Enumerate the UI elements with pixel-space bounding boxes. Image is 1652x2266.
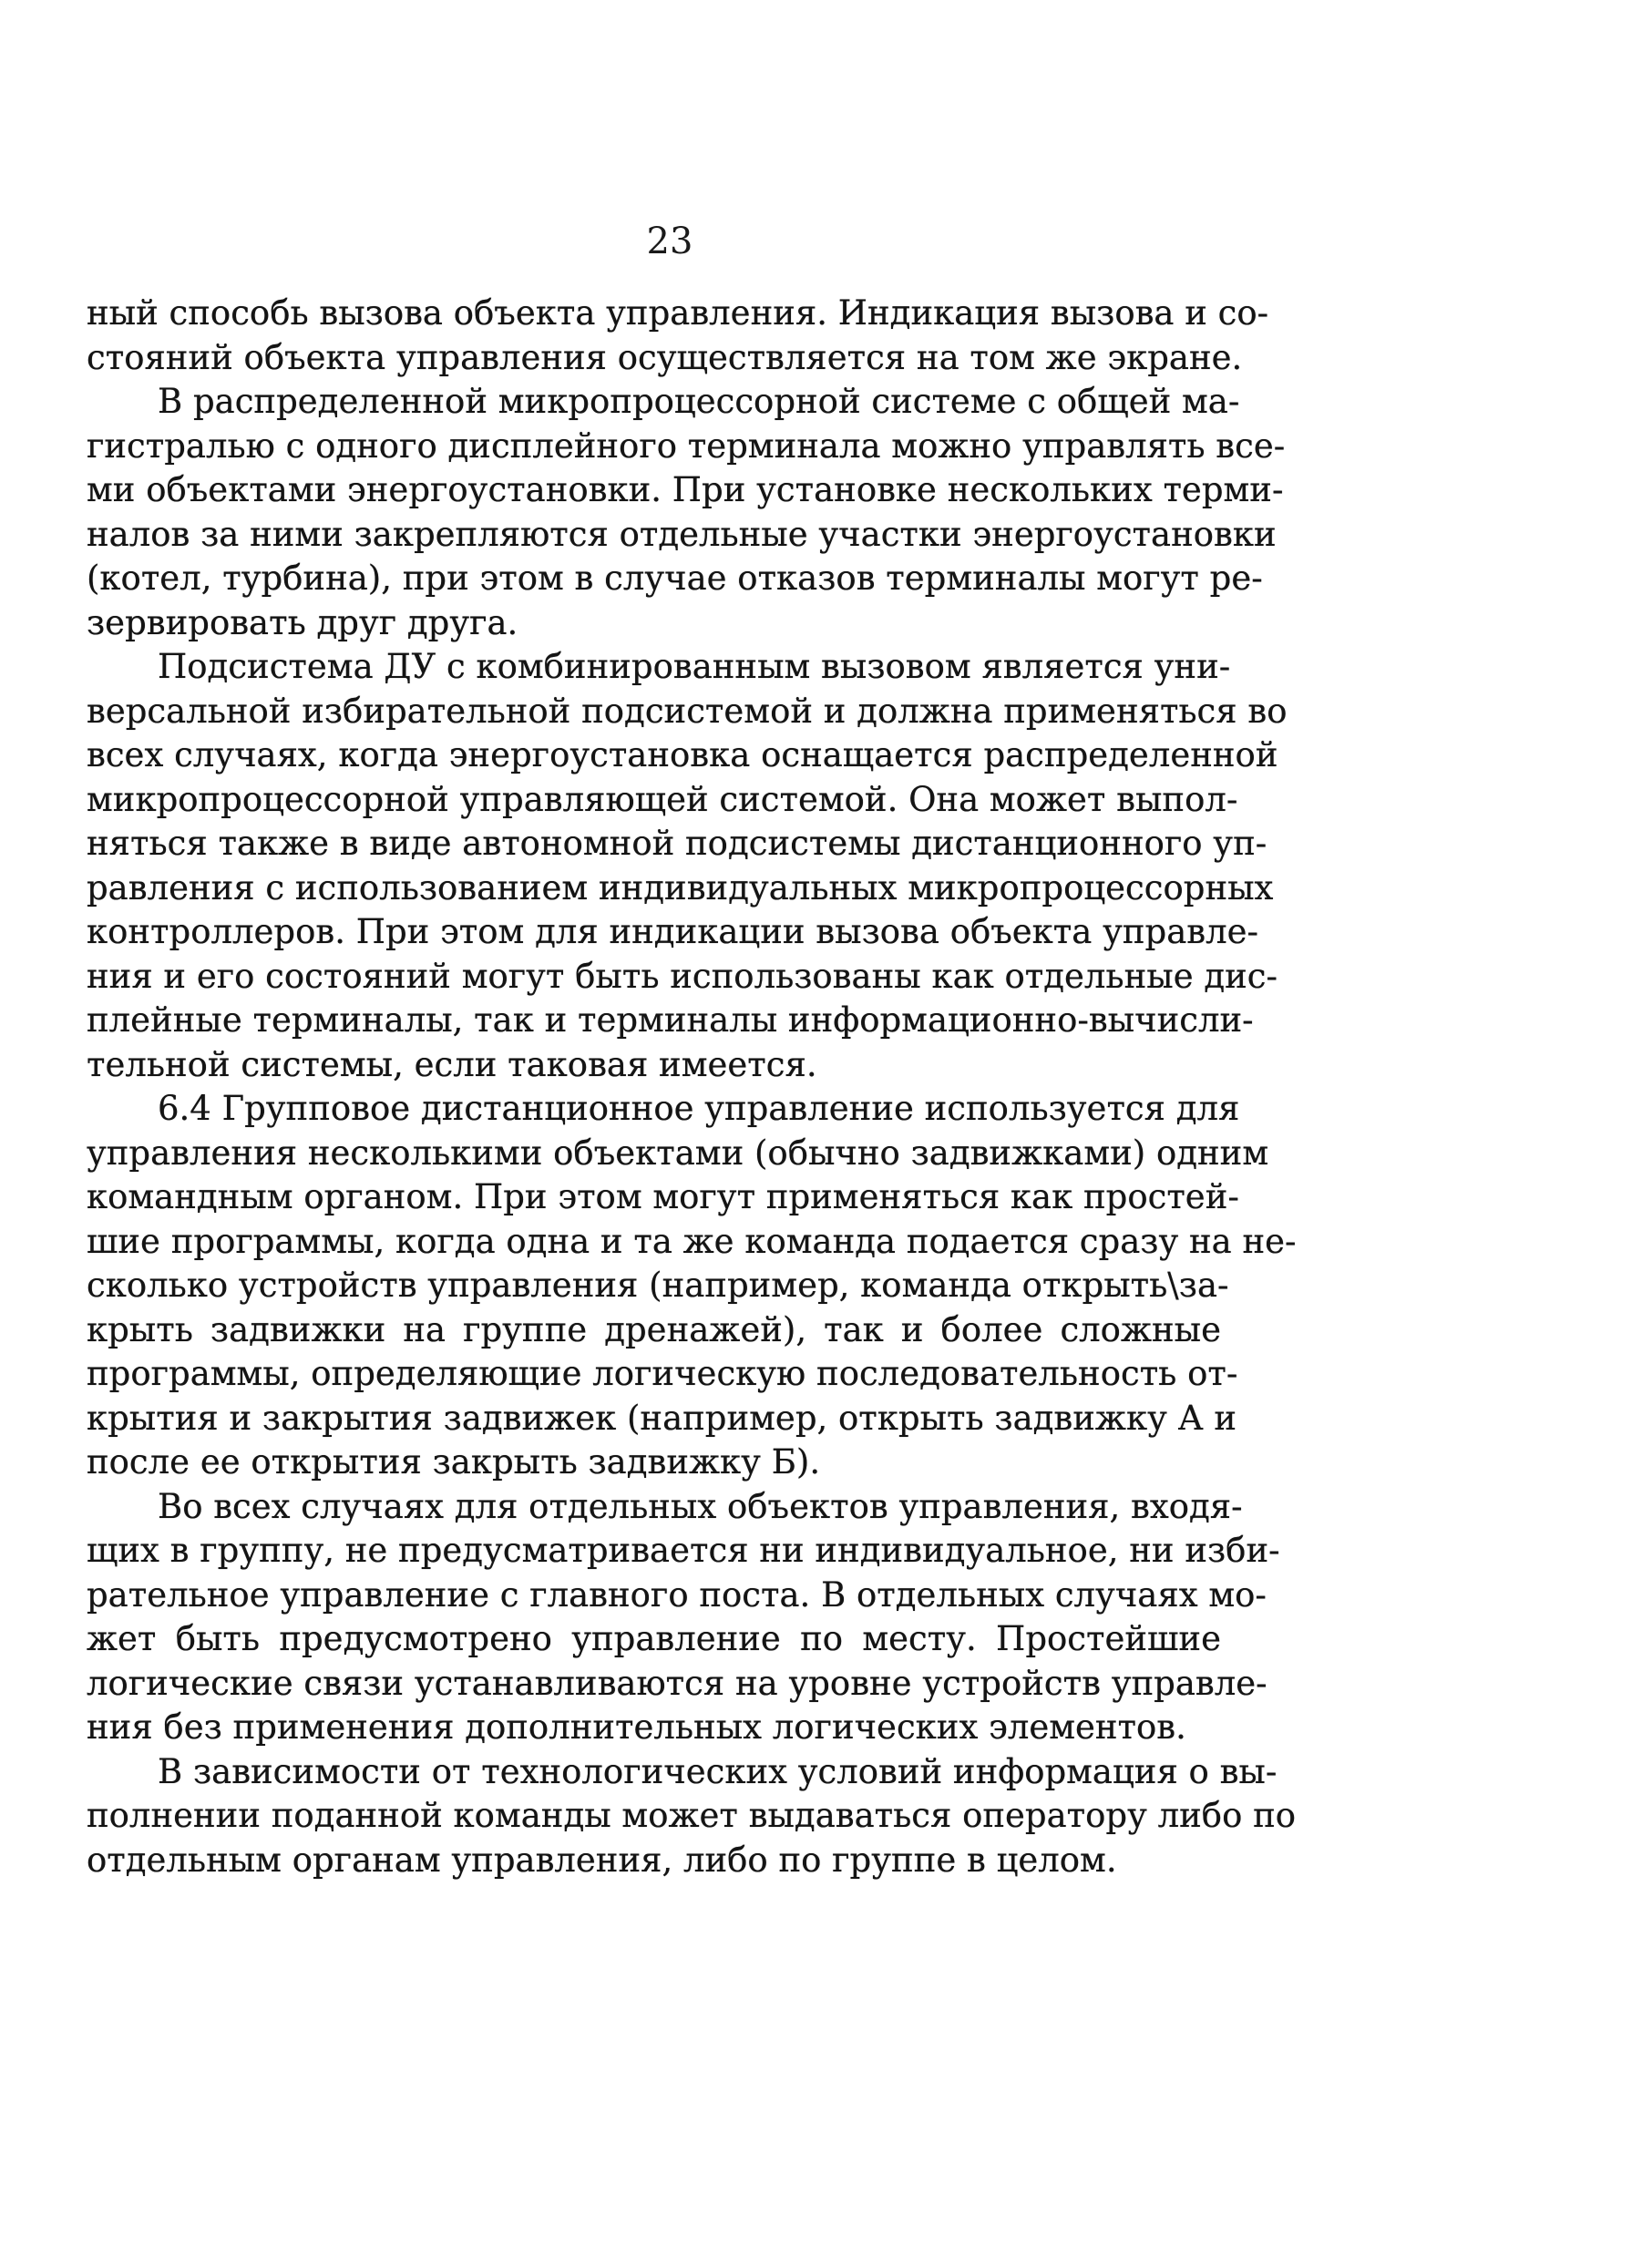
text-line: няться также в виде автономной подсистемы дистанционного уп- xyxy=(87,824,1267,863)
text-line: программы, определяющие логическую последовательность от- xyxy=(87,1354,1238,1393)
text-line: Подсистема ДУ с комбинированным вызовом является уни- xyxy=(158,647,1231,686)
paragraph xyxy=(87,1750,1297,1883)
text-line: отдельным органам управления, либо по группе в целом. xyxy=(87,1840,1117,1880)
text-line: шие программы, когда одна и та же команда подается сразу на не- xyxy=(87,1221,1297,1261)
text-line: равления с использованием индивидуальных микропроцессорных xyxy=(87,867,1274,907)
text-line: сколько устройств управления (например, команда открыть\за- xyxy=(87,1266,1229,1305)
text-line: В распределенной микропроцессорной системе с общей ма- xyxy=(158,382,1240,421)
page-number: 23 xyxy=(646,220,693,262)
text-line: крыть задвижки на группе дренажей), так и более сложные xyxy=(87,1309,1221,1349)
text-line: стояний объекта управления осуществляется на том же экране. xyxy=(87,337,1243,377)
text-line: контроллеров. При этом для индикации вызова объекта управле- xyxy=(87,912,1259,951)
text-line: ния без применения дополнительных логических элементов. xyxy=(87,1707,1186,1747)
text-line: плейные терминалы, так и терминалы информационно-вычисли- xyxy=(87,1000,1254,1040)
text-line: командным органом. При этом могут применяться как простей- xyxy=(87,1177,1239,1216)
text-line: тельной системы, если таковая имеется. xyxy=(87,1044,817,1084)
text-line: В зависимости от технологических условий информация о вы- xyxy=(158,1751,1277,1791)
paragraph xyxy=(87,292,1269,380)
text-line: логические связи устанавливаются на уровне устройств управле- xyxy=(87,1663,1267,1703)
text-line: зервировать друг друга. xyxy=(87,602,518,642)
paragraph xyxy=(87,1485,1280,1750)
text-line: (котел, турбина), при этом в случае отказов терминалы могут ре- xyxy=(87,559,1263,598)
text-line: жет быть предусмотрено управление по месту. Простейшие xyxy=(87,1619,1221,1658)
text-line: полнении поданной команды может выдаваться оператору либо по xyxy=(87,1796,1297,1835)
text-line: ми объектами энергоустановки. При установке нескольких терми- xyxy=(87,470,1284,509)
paragraph xyxy=(87,1087,1297,1485)
text-line: после ее открытия закрыть задвижку Б). xyxy=(87,1442,821,1482)
text-line: гистралью с одного дисплейного терминала можно управлять все- xyxy=(87,426,1286,466)
text-line: рательное управление с главного поста. В отдельных случаях мо- xyxy=(87,1574,1267,1615)
text-line: управления несколькими объектами (обычно задвижками) одним xyxy=(87,1133,1269,1173)
text-line: щих в группу, не предусматривается ни индивидуальное, ни изби- xyxy=(87,1531,1280,1570)
body-text xyxy=(87,292,1297,1882)
paragraph xyxy=(87,380,1286,645)
text-line: крытия и закрытия задвижек (например, открыть задвижку А и xyxy=(87,1398,1237,1438)
text-line: 6.4 Групповое дистанционное управление используется для xyxy=(158,1089,1240,1128)
text-line: версальной избирательной подсистемой и должна применяться во xyxy=(87,691,1288,731)
text-line: ный способь вызова объекта управления. Индикация вызова и со- xyxy=(87,293,1269,333)
paragraph xyxy=(87,645,1288,1087)
text-line: микропроцессорной управляющей системой. Она может выпол- xyxy=(87,779,1238,819)
text-line: Во всех случаях для отдельных объектов управления, входя- xyxy=(158,1486,1243,1526)
text-line: ния и его состояний могут быть использованы как отдельные дис- xyxy=(87,956,1278,996)
text-line: всех случаях, когда энергоустановка оснащается распределенной xyxy=(87,735,1278,774)
text-line: налов за ними закрепляются отдельные участки энергоустановки xyxy=(87,514,1277,554)
